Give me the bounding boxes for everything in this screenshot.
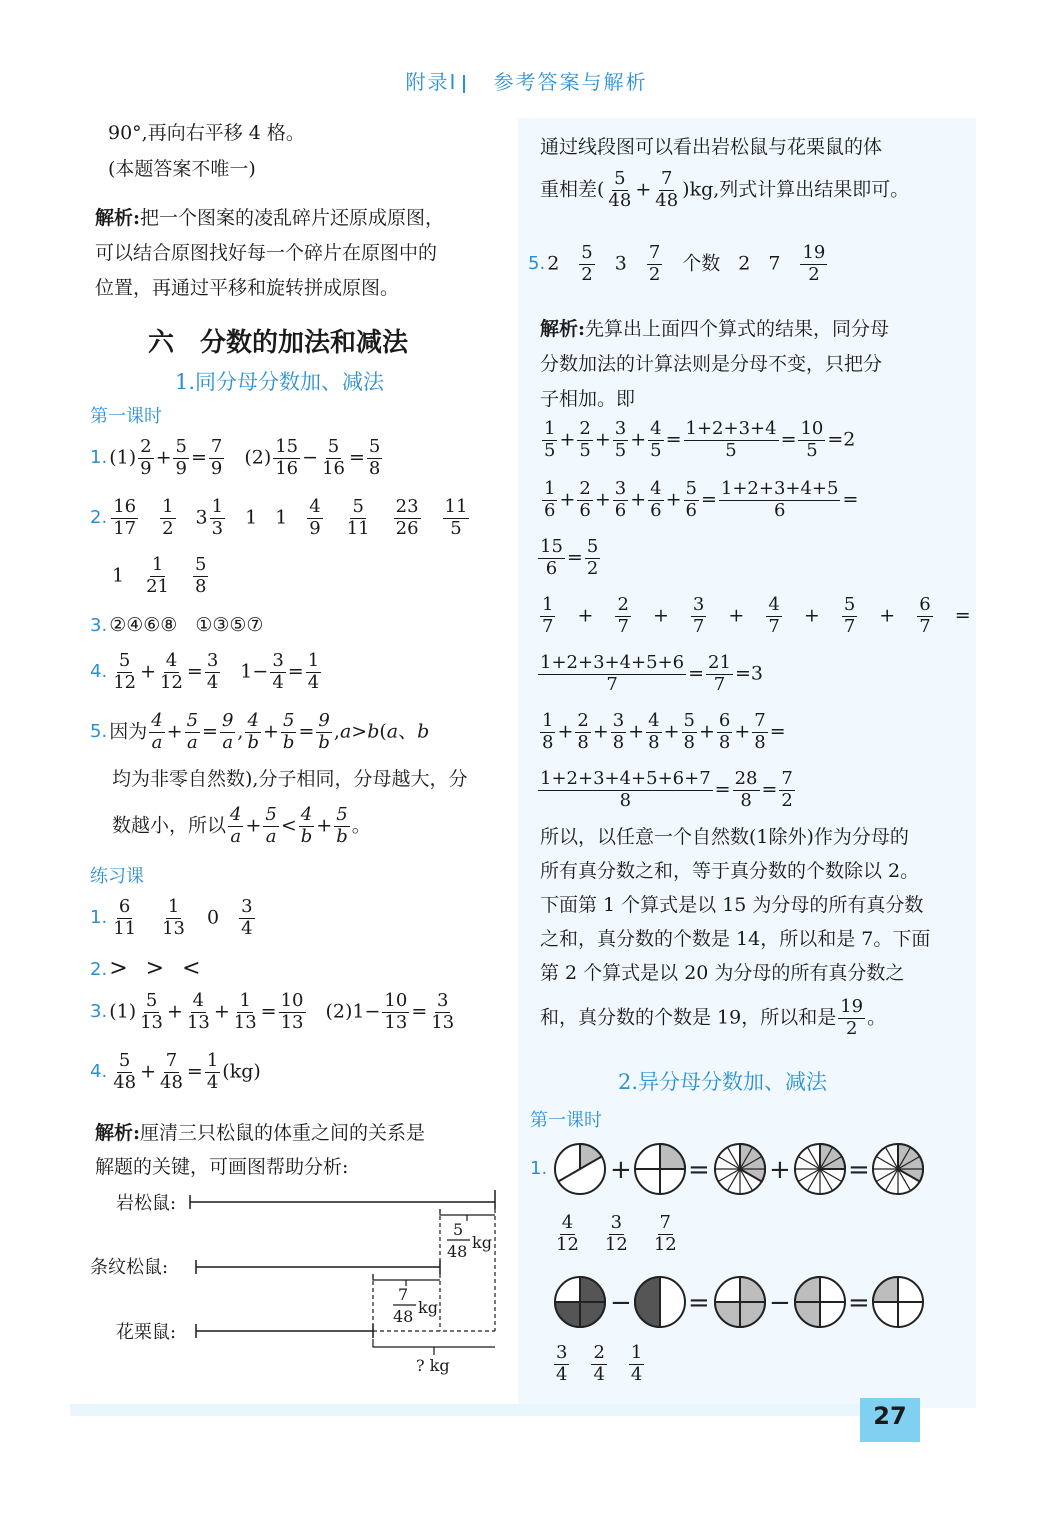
squirrel-weight-diagram: [90, 1185, 510, 1385]
eq-sixths-result: $\frac{15}{6}$ = $\frac{5}{2}$: [540, 536, 599, 579]
left-q4: 4. $\frac{5}{12}$ + $\frac{4}{12}$ = $\frac{3}{4}$ 1− $\frac{3}{4}$ = $\frac{1}{4}$: [90, 650, 320, 693]
practice-q3: 3. (1) $\frac{5}{13}$ + $\frac{4}{13}$ + $\frac{1}{13}$ = $\frac{10}{13}$ (2)1− $\frac{10}{13}$ = $\frac{3}{13}$: [90, 990, 455, 1033]
right-analysis-text-2: 分数加法的计算法则是分母不变，只把分: [540, 353, 883, 375]
diagram-label-rock-squirrel: 岩松鼠:: [116, 1193, 177, 1214]
conclusion-4: 之和，真分数的个数是 14，所以和是 7。下面: [540, 928, 931, 950]
section-title: 分数的加法和减法: [200, 328, 409, 358]
svg-text:48: 48: [393, 1307, 414, 1326]
section-heading: [148, 322, 408, 359]
right-q5-word: 个数: [682, 252, 721, 275]
circle-q1-answers: $\frac{4}{12}$ $\frac{3}{12}$ $\frac{7}{12}$: [556, 1212, 677, 1255]
conclusion-6-text: 和，真分数的个数是 19，所以和是: [540, 1006, 837, 1029]
analysis-block-1: [95, 207, 444, 231]
right-circle-q1-number: 1.: [530, 1158, 548, 1179]
left-q2: 2. $\frac{16}{17}$ $\frac{1}{2}$ 3 $\frac{1}{3}$ 1 1 $\frac{4}{9}$ $\frac{5}{11}$ $\frac{23}{26}$ $\frac{11}{5}$: [90, 496, 468, 539]
analysis-text-1: 把一个图案的凌乱碎片还原成原图，: [140, 207, 445, 229]
circle-subtraction-figures: [548, 1270, 928, 1336]
eq-sevenths: $\frac{1}{7}$ + $\frac{2}{7}$ + $\frac{3}{7}$ + $\frac{4}{7}$ + $\frac{5}{7}$ + $\frac{6}{7}$ =: [542, 594, 971, 637]
svg-text:+: +: [610, 1155, 632, 1185]
analysis-block-2: [95, 1122, 425, 1146]
svg-text:−: −: [769, 1288, 791, 1318]
eq-fifths: $\frac{1}{5}$ + $\frac{2}{5}$ + $\frac{3}{5}$ + $\frac{4}{5}$ = $\frac{1+2+3+4}{5}$ = $\frac{10}{5}$ =2: [544, 418, 856, 461]
eq-sevenths-result: $\frac{1+2+3+4+5+6}{7}$ = $\frac{21}{7}$ =3: [540, 652, 763, 695]
right-p2-a: 重相差(: [540, 178, 605, 201]
left-q5-line1: 5. 因为 $\frac{4}{a}$ + $\frac{5}{a}$ = $\frac{9}{a}$ , $\frac{4}{b}$ + $\frac{5}{b}$ = $\frac{9}{b}$ ,a>b(a、b: [90, 710, 430, 753]
left-q2-cont: 1 $\frac{1}{21}$ $\frac{5}{8}$: [112, 554, 207, 597]
svg-text:=: =: [848, 1155, 870, 1185]
analysis-b-text-2: 解题的关键，可画图帮助分析:: [95, 1156, 349, 1178]
right-p1: 通过线段图可以看出岩松鼠与花栗鼠的体: [540, 136, 883, 158]
conclusion-1: 所以，以任意一个自然数(1除外)作为分母的: [540, 826, 909, 848]
svg-text:−: −: [610, 1288, 632, 1318]
practice-q2: 2.> > <: [90, 956, 201, 981]
practice-q4: 4. $\frac{5}{48}$ + $\frac{7}{48}$ = $\frac{1}{4}$ (kg): [90, 1050, 261, 1093]
subsection-title-1: 1.同分母分数加、减法: [175, 370, 385, 394]
header-appendix: 附录Ⅰ: [405, 70, 458, 94]
conclusion-3: 下面第 1 个算式是以 15 为分母的所有真分数: [540, 894, 924, 916]
right-analysis-label: 解析:: [540, 318, 586, 340]
left-q3: 3. ②④⑥⑧ ①③⑤⑦: [90, 614, 264, 636]
circle-q2-answers: $\frac{3}{4}$ $\frac{2}{4}$ $\frac{1}{4}$: [556, 1342, 643, 1385]
q5-so: 数越小，所以: [112, 814, 227, 837]
footer-band: [70, 1404, 860, 1416]
svg-text:? kg: ? kg: [416, 1356, 450, 1375]
svg-text:kg: kg: [418, 1298, 438, 1317]
diagram-label-striped-squirrel: 条纹松鼠:: [90, 1257, 169, 1278]
right-q5-number: 5.: [528, 253, 546, 275]
svg-text:=: =: [688, 1155, 710, 1185]
conclusion-2: 所有真分数之和，等于真分数的个数除以 2。: [540, 860, 920, 882]
svg-text:+: +: [769, 1155, 791, 1185]
q5-because: 因为: [109, 720, 148, 743]
practice-q1: 1. $\frac{6}{11}$ $\frac{1}{13}$ 0 $\frac{3}{4}$: [90, 896, 253, 939]
left-line-1: 90°,再向右平移 4 格。: [108, 122, 305, 144]
left-line-2: (本题答案不唯一): [108, 158, 256, 180]
analysis-label: 解析:: [95, 207, 141, 229]
left-q5-line2: 均为非零自然数),分子相同，分母越大，分: [112, 768, 468, 790]
right-analysis-text-1: 先算出上面四个算式的结果，同分母: [585, 318, 890, 340]
right-analysis-1: [540, 318, 889, 342]
lesson-heading-1: 第一课时: [90, 406, 162, 427]
header-divider: [463, 75, 465, 93]
svg-text:5: 5: [453, 1220, 464, 1239]
eq-eighths: $\frac{1}{8}$ + $\frac{2}{8}$ + $\frac{3}{8}$ + $\frac{4}{8}$ + $\frac{5}{8}$ + $\frac{6}{8}$ + $\frac{7}{8}$ =: [542, 710, 786, 753]
analysis-text-2: 可以结合原图找好每一个碎片在原图中的: [95, 242, 438, 264]
analysis-label-2: 解析:: [95, 1122, 141, 1144]
right-q5: 5. 2 $\frac{5}{2}$ 3 $\frac{7}{2}$ 个数 2 7 $\frac{19}{2}$: [528, 242, 826, 285]
svg-text:7: 7: [398, 1285, 409, 1304]
eq-eighths-result: $\frac{1+2+3+4+5+6+7}{8}$ = $\frac{28}{8}$ = $\frac{7}{2}$: [540, 768, 793, 811]
diagram-label-chipmunk: 花栗鼠:: [116, 1322, 177, 1343]
right-p2: 重相差( $\frac{5}{48}$ + $\frac{7}{48}$ )kg,列式计算出结果即可。: [540, 168, 910, 211]
svg-text:=: =: [848, 1288, 870, 1318]
circle-addition-figures: [548, 1137, 928, 1207]
conclusion-6: 和，真分数的个数是 19，所以和是 $\frac{19}{2}$ 。: [540, 996, 887, 1039]
left-q1: 1. (1) $\frac{2}{9}$ + $\frac{5}{9}$ = $\frac{7}{9}$ (2) $\frac{15}{16}$ − $\frac{5}{16}$ = $\frac{5}{8}$: [90, 436, 381, 479]
svg-text:48: 48: [447, 1242, 468, 1261]
eq-sixths: $\frac{1}{6}$ + $\frac{2}{6}$ + $\frac{3}{6}$ + $\frac{4}{6}$ + $\frac{5}{6}$ = $\frac{1+2+3+4+5}{6}$ =: [544, 478, 859, 521]
section-number: 六: [148, 328, 175, 358]
header-title: 参考答案与解析: [493, 70, 648, 94]
svg-text:kg: kg: [472, 1233, 492, 1252]
practice-heading: 练习课: [90, 866, 144, 887]
lesson-heading-2: 第一课时: [530, 1110, 602, 1131]
left-q5-line3: 数越小，所以 $\frac{4}{a}$ + $\frac{5}{a}$ < $\frac{4}{b}$ + $\frac{5}{b}$ 。: [112, 804, 371, 847]
right-p2-b: )kg,列式计算出结果即可。: [682, 178, 910, 201]
page-number: 27: [873, 1402, 907, 1430]
analysis-b-text-1: 厘清三只松鼠的体重之间的关系是: [140, 1122, 426, 1144]
conclusion-5: 第 2 个算式是以 20 为分母的所有真分数之: [540, 962, 905, 984]
right-analysis-text-3: 子相加。即: [540, 388, 636, 410]
subsection-title-2: 2.异分母分数加、减法: [618, 1070, 828, 1094]
page-header: [0, 66, 1053, 95]
svg-text:=: =: [688, 1288, 710, 1318]
analysis-text-3: 位置，再通过平移和旋转拼成原图。: [95, 277, 400, 299]
